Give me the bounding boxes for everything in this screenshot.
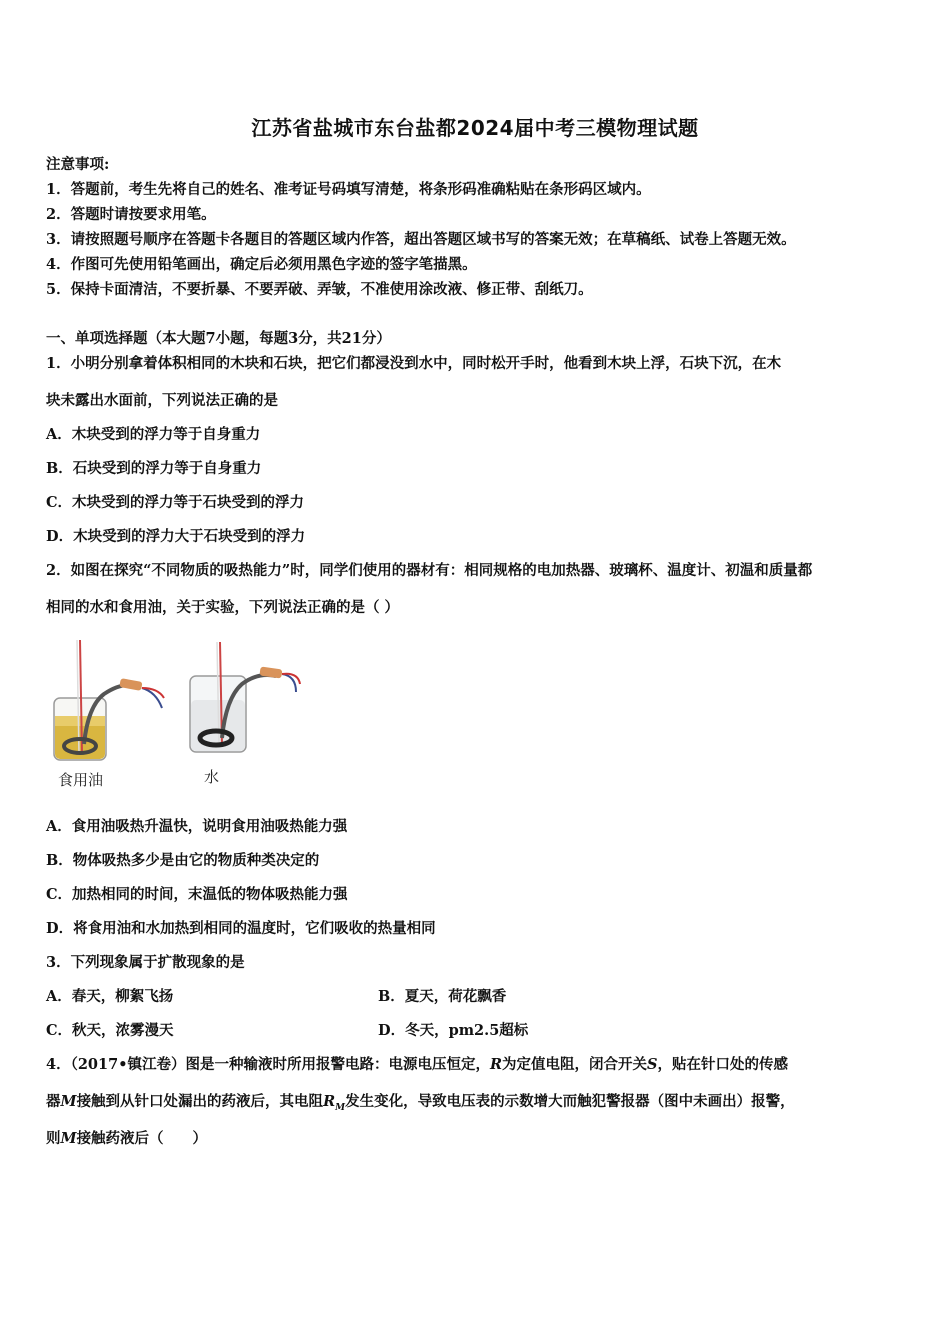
q2-option-c: C．加热相同的时间，末温低的物体吸热能力强	[46, 886, 348, 903]
q4-line2-prefix: 器	[46, 1093, 61, 1110]
q4-var-m2: M	[60, 1130, 77, 1147]
section-heading: 一、单项选择题（本大题7小题，每题3分，共21分）	[46, 330, 391, 347]
q1-option-d: D．木块受到的浮力大于石块受到的浮力	[46, 528, 306, 545]
q4-line3-prefix: 则	[46, 1130, 61, 1147]
q4-var-s: S	[647, 1056, 658, 1073]
q3-option-b: B．夏天，荷花飘香	[378, 988, 507, 1005]
q2-stem-line1: 2．如图在探究“不同物质的吸热能力”时，同学们使用的器材有：相同规格的电加热器、玻璃杯、温度计、初温和质量都	[46, 562, 813, 579]
q4-stem-line3	[46, 1127, 207, 1148]
q1-stem-line1: 1．小明分别拿着体积相同的木块和石块，把它们都浸没到水中，同时松开手时，他看到木块上浮，石块下沉，在木	[46, 355, 782, 372]
q4-line2-suffix: 发生变化，导致电压表的示数增大而触犯警报器（图中未画出）报警，	[345, 1093, 795, 1110]
beaker-figure	[44, 636, 314, 796]
notice-heading: 注意事项:	[46, 156, 110, 173]
water-label: 水	[204, 768, 220, 786]
q1-option-a: A．木块受到的浮力等于自身重力	[46, 426, 261, 443]
q1-option-b: B．石块受到的浮力等于自身重力	[46, 460, 262, 477]
q4-line1-prefix: 4．（2017•镇江卷）图是一种输液时所用报警电路：电源电压恒定，	[46, 1056, 490, 1073]
notice-item-5: 5．保持卡面清洁，不要折暴、不要弄破、弄皱，不准使用涂改液、修正带、刮纸刀。	[46, 281, 593, 298]
q3-option-c: C．秋天，浓雾漫天	[46, 1022, 174, 1039]
q3-option-d: D．冬天，pm2.5超标	[378, 1022, 529, 1039]
q4-var-r: R	[489, 1056, 503, 1073]
q4-line3-suffix: 接触药液后（ ）	[76, 1130, 208, 1147]
q4-line1-mid: 为定值电阻，闭合开关	[502, 1056, 648, 1073]
q4-line1-suffix: ，贴在针口处的传感	[657, 1056, 789, 1073]
q3-option-a: A．春天，柳絮飞扬	[46, 988, 174, 1005]
q1-option-c: C．木块受到的浮力等于石块受到的浮力	[46, 494, 305, 511]
notice-item-3: 3．请按照题号顺序在答题卡各题目的答题区域内作答，超出答题区域书写的答案无效；在草稿纸、试卷上答题无效。	[46, 231, 796, 248]
notice-item-2: 2．答题时请按要求用笔。	[46, 206, 216, 223]
q1-stem-line2: 块未露出水面前，下列说法正确的是	[46, 392, 278, 409]
notice-item-1: 1．答题前，考生先将自己的姓名、准考证号码填写清楚，将条形码准确粘贴在条形码区域内。	[46, 181, 651, 198]
q4-var-rm-base: R	[323, 1093, 336, 1110]
q3-stem: 3．下列现象属于扩散现象的是	[46, 954, 245, 971]
q2-option-d: D．将食用油和水加热到相同的温度时，它们吸收的热量相同	[46, 920, 436, 937]
notice-item-4: 4．作图可先使用铅笔画出，确定后必须用黑色字迹的签字笔描黑。	[46, 256, 477, 273]
q4-var-rm-sub: M	[335, 1102, 346, 1113]
exam-title: 江苏省盐城市东台盐都2024届中考三模物理试题	[251, 116, 699, 140]
q2-stem-line2: 相同的水和食用油，关于实验，下列说法正确的是（ ）	[46, 599, 400, 616]
q4-var-rm	[323, 1093, 346, 1113]
q2-option-b: B．物体吸热多少是由它的物质种类决定的	[46, 852, 320, 869]
oil-label: 食用油	[58, 771, 104, 789]
q4-line2-mid: 接触到从针口处漏出的药液后，其电阻	[76, 1093, 324, 1110]
water-beaker	[190, 642, 300, 752]
q4-stem-line1	[46, 1053, 788, 1074]
q4-var-m: M	[60, 1093, 77, 1110]
oil-beaker	[54, 640, 164, 760]
q2-option-a: A．食用油吸热升温快，说明食用油吸热能力强	[46, 818, 348, 835]
q4-stem-line2	[46, 1090, 795, 1113]
